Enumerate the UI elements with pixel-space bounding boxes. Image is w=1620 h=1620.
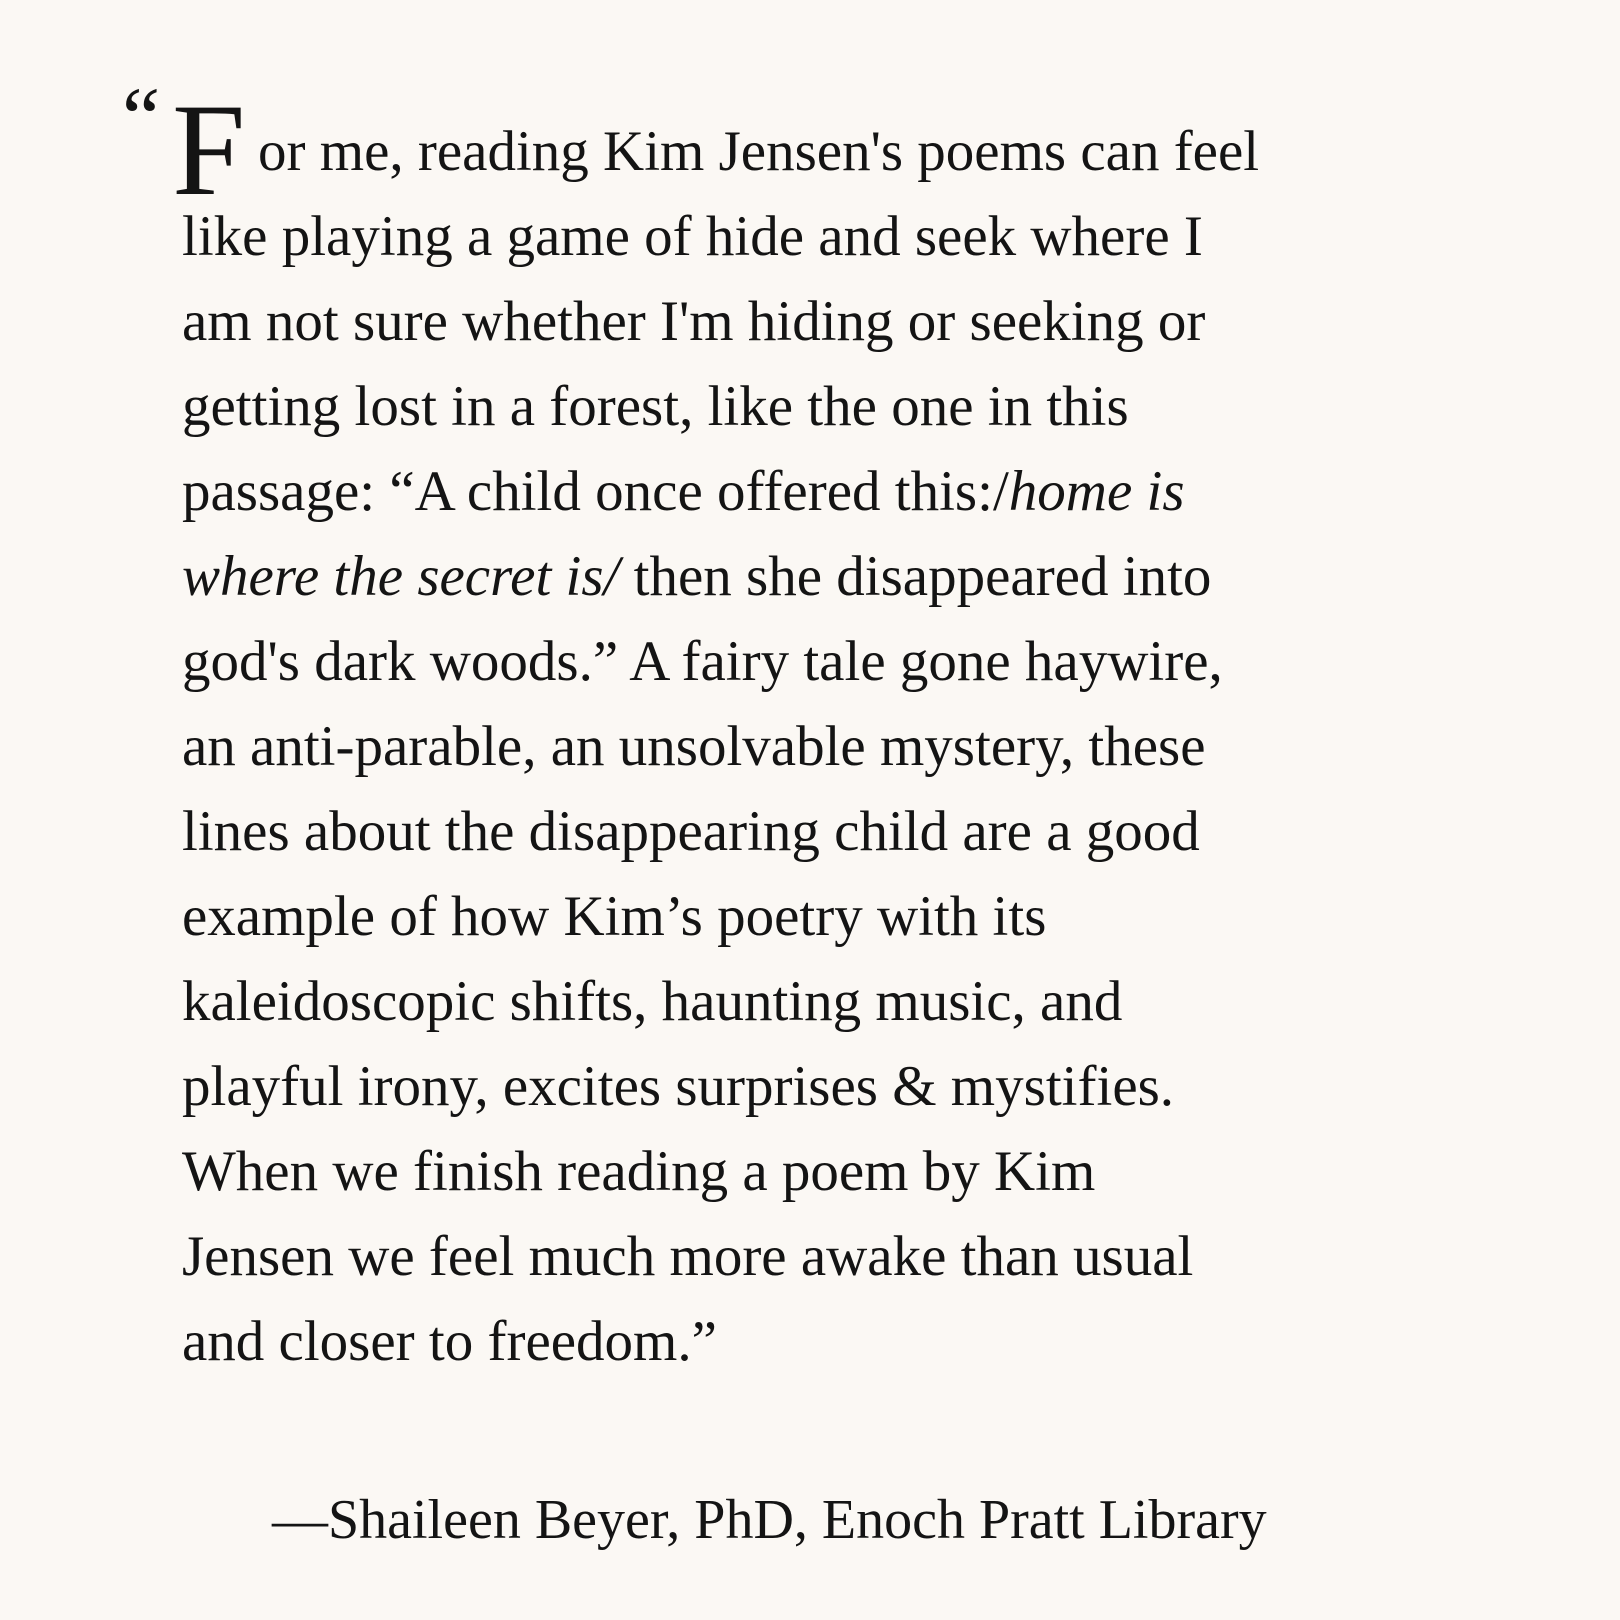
quote-line-5: [182, 460, 1185, 523]
quote-line-6-italic: where the secret is/: [182, 545, 620, 608]
quote-line-14: Jensen we feel much more awake than usual: [182, 1225, 1194, 1288]
quote-line-9: lines about the disappearing child are a good: [182, 800, 1200, 863]
quote-line-4: getting lost in a forest, like the one in this: [182, 375, 1129, 438]
quote-line-2: like playing a game of hide and seek where I: [182, 205, 1203, 268]
drop-cap-letter: F: [172, 76, 246, 223]
quote-line-6: [182, 545, 1212, 608]
opening-quote-mark: “: [122, 69, 159, 165]
quote-line-15: and closer to freedom.”: [182, 1310, 717, 1373]
attribution: —Shaileen Beyer, PhD, Enoch Pratt Library: [272, 1489, 1267, 1551]
quote-line-5-start: passage: “A child once offered this:/: [182, 460, 1009, 523]
quote-line-6-end: then she disappeared into: [619, 545, 1212, 608]
quote-line-8: an anti-parable, an unsolvable mystery, these: [182, 715, 1206, 778]
quote-line-7: god's dark woods.” A fairy tale gone haywire,: [182, 630, 1223, 693]
quote-line-5-italic: home is: [1008, 460, 1185, 523]
quote-line-13: When we finish reading a poem by Kim: [182, 1140, 1096, 1203]
quote-line-3: am not sure whether I'm hiding or seeking or: [182, 290, 1206, 353]
quote-line-10: example of how Kim’s poetry with its: [182, 885, 1047, 948]
quote-line-11: kaleidoscopic shifts, haunting music, and: [182, 970, 1123, 1033]
quote-line-1: or me, reading Kim Jensen's poems can feel: [258, 120, 1260, 183]
quote-line-12: playful irony, excites surprises & mystifies.: [182, 1055, 1175, 1118]
